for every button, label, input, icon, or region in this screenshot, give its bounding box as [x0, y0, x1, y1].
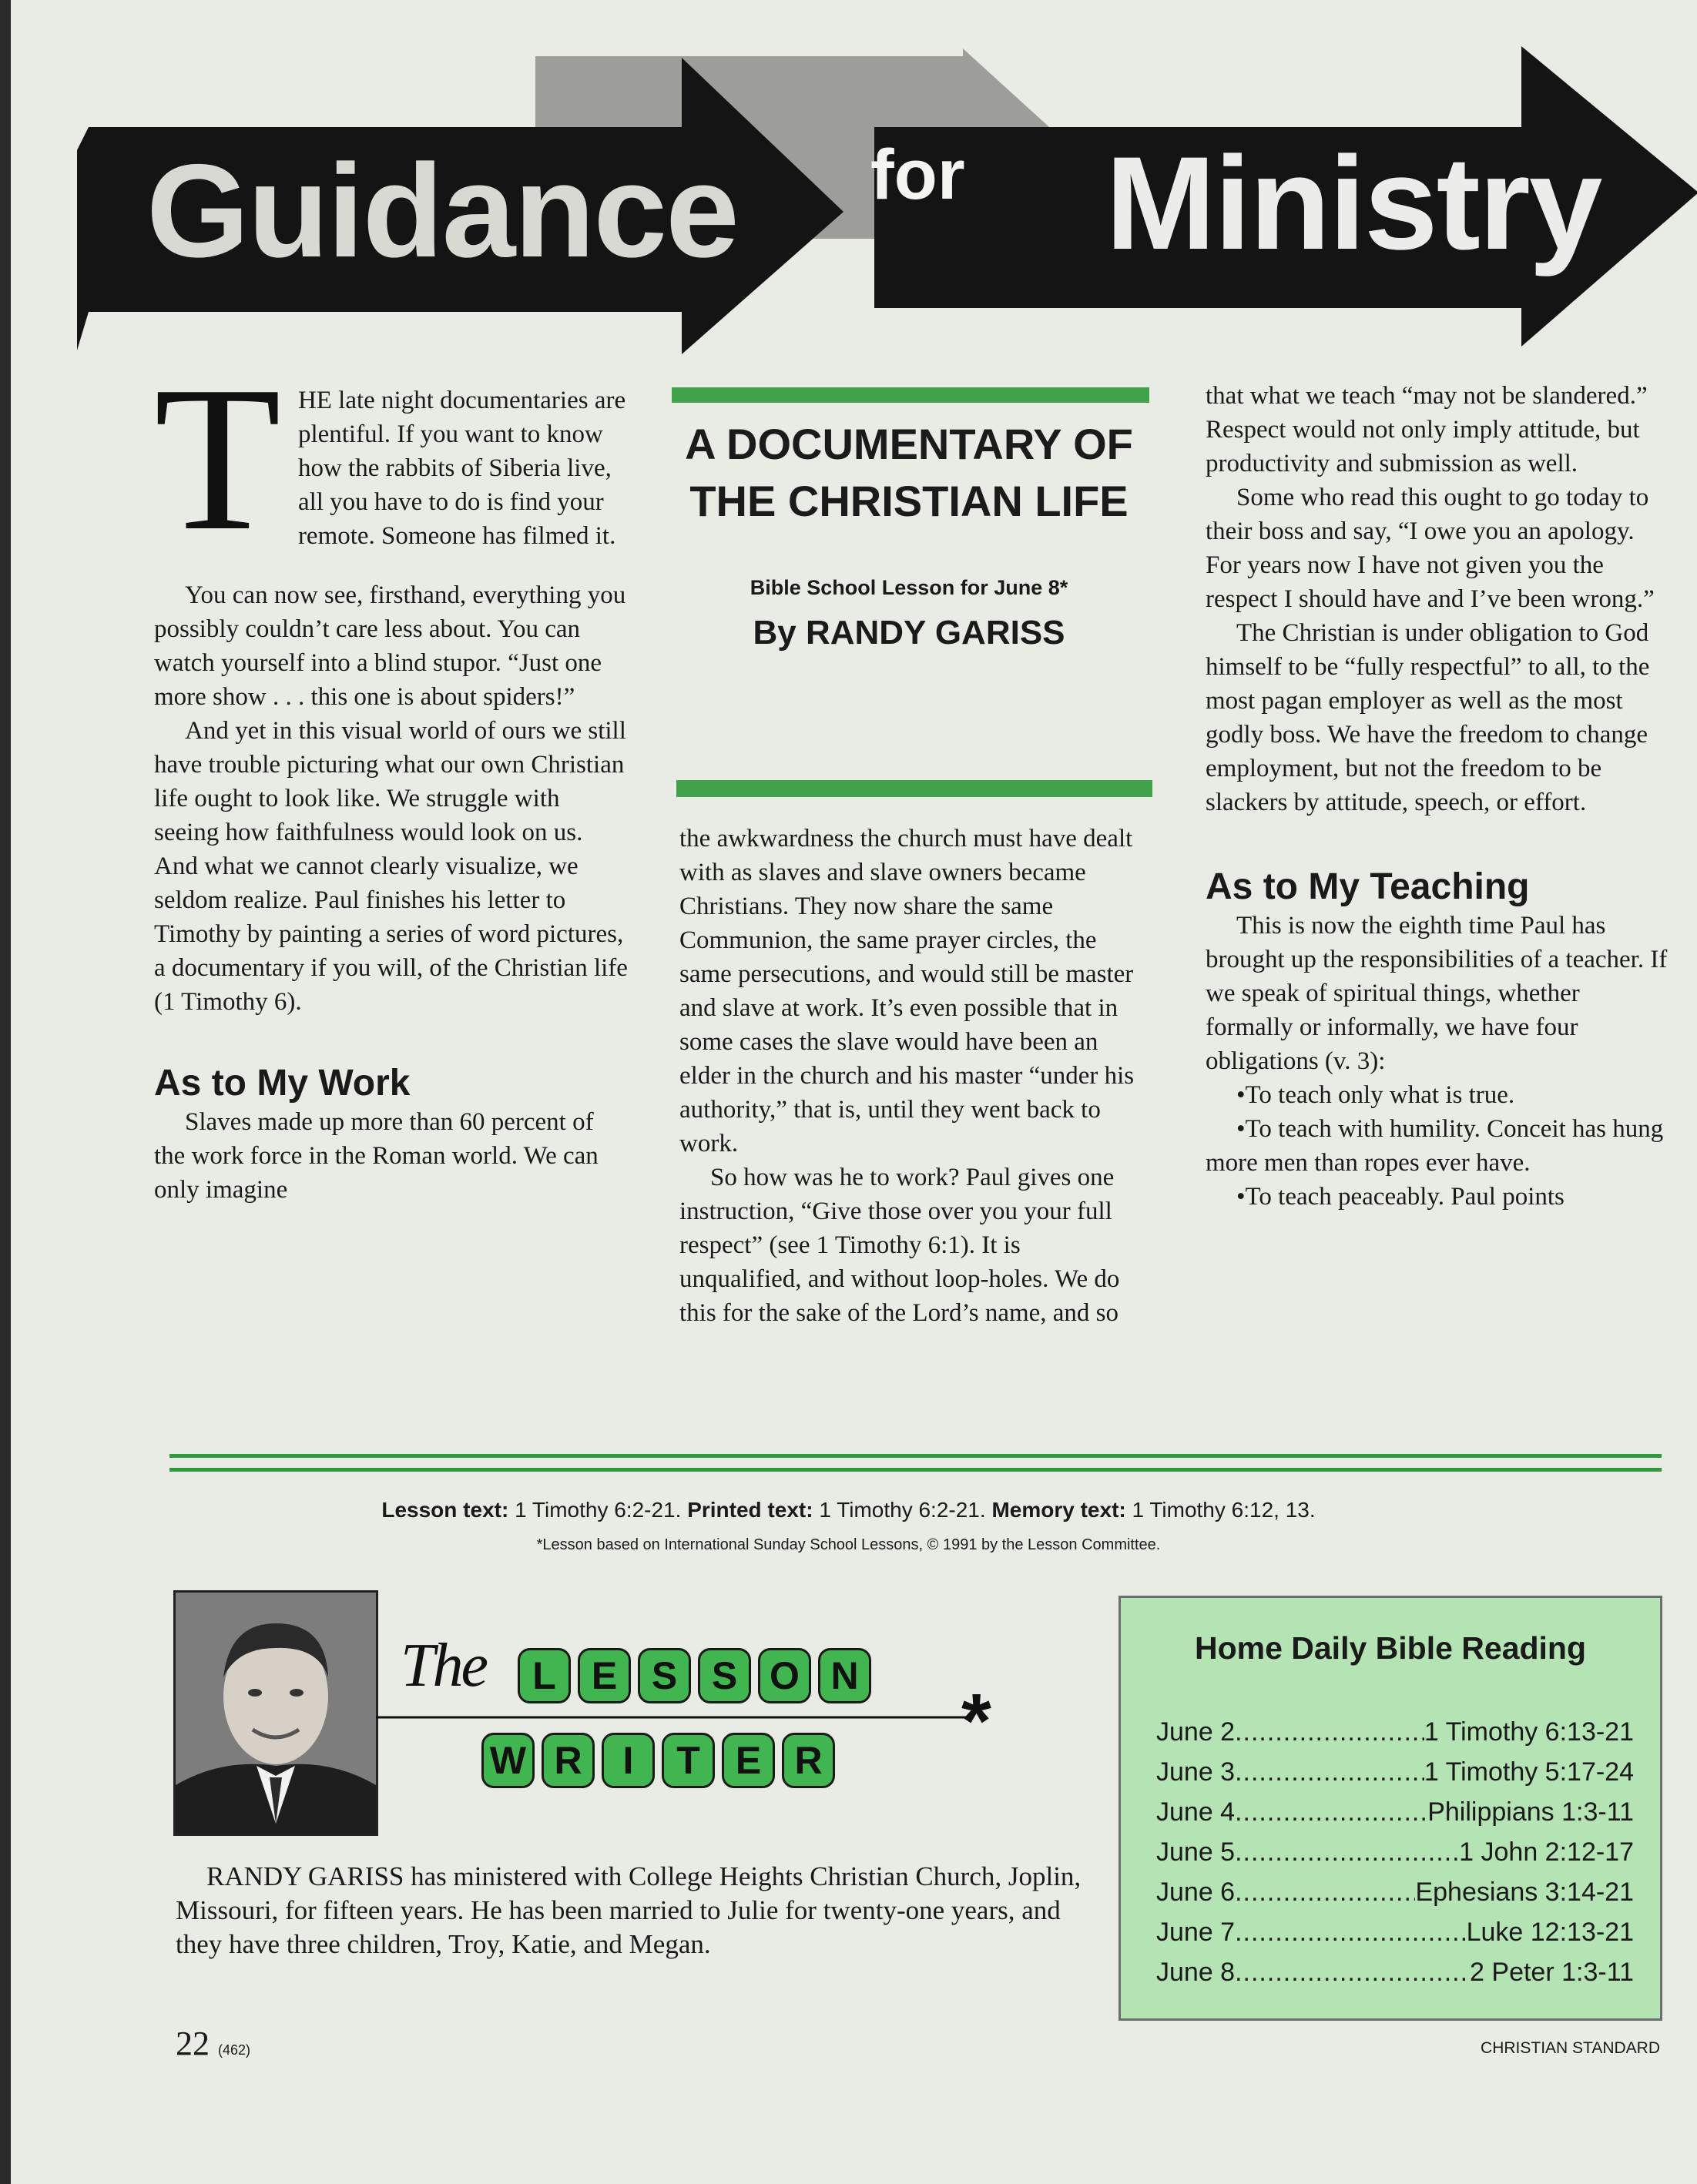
tile-s2: S — [698, 1648, 751, 1703]
lesson-text-line — [0, 1498, 1697, 1522]
memory-text-value: 1 Timothy 6:12, 13. — [1132, 1498, 1316, 1522]
title-bottom-bar — [676, 780, 1152, 797]
leader-dots — [1235, 1792, 1427, 1832]
byline: By RANDY GARISS — [753, 614, 1065, 652]
list-item — [1156, 1872, 1634, 1912]
col1-paragraph-1: HE late night documentaries are plentiful. If you want to know how the rabbits of Siberia live, all you have to do is find your remote. Someone has filmed it. — [297, 387, 626, 550]
divider-rule-bottom — [169, 1468, 1662, 1472]
banner-word-ministry: Ministry — [1105, 129, 1601, 277]
author-portrait-icon — [176, 1593, 376, 1834]
list-item — [1156, 1752, 1634, 1792]
list-item — [1156, 1832, 1634, 1872]
list-item — [1156, 1792, 1634, 1832]
col3-paragraph-4: This is now the eighth time Paul has brought up the responsibilities of a teacher. If we speak of spiritual things, whether formally or informally, we have four obligations (v. 3): — [1206, 912, 1668, 1075]
tile-w: W — [481, 1733, 535, 1788]
page-binding-edge — [0, 0, 11, 2184]
reading-ref: 1 Timothy 5:17-24 — [1424, 1757, 1634, 1787]
reading-ref: 1 John 2:12-17 — [1459, 1837, 1634, 1867]
leader-dots — [1235, 1752, 1424, 1792]
article-title-block — [670, 416, 1148, 652]
reading-date: June 8 — [1156, 1958, 1236, 1987]
col1-paragraph-4: Slaves made up more than 60 percent of the work force in the Roman world. We can only imagine — [154, 1108, 599, 1204]
leader-dots — [1235, 1952, 1470, 1992]
lesson-tiles-row — [518, 1648, 871, 1703]
reading-ref: Luke 12:13-21 — [1466, 1918, 1634, 1947]
tile-e2: E — [722, 1733, 775, 1788]
tile-r2: R — [782, 1733, 835, 1788]
bible-reading-title: Home Daily Bible Reading — [1194, 1630, 1587, 1666]
reading-date: June 4 — [1156, 1797, 1236, 1827]
reading-ref: Philippians 1:3-11 — [1427, 1797, 1634, 1827]
leader-dots — [1235, 1832, 1459, 1872]
leader-dots — [1235, 1912, 1467, 1952]
reading-ref: 2 Peter 1:3-11 — [1470, 1958, 1634, 1987]
col2-paragraph-2: So how was he to work? Paul gives one instruction, “Give those over you your full respect” (see 1 Timothy 6:1). It is unqualified, and without loop-holes. We do this for the sake of the Lord’s name, and so — [679, 1164, 1120, 1327]
reading-date: June 3 — [1156, 1757, 1236, 1787]
banner-word-for: for — [870, 136, 965, 214]
col3-bullet-3: •To teach peaceably. Paul points — [1236, 1183, 1565, 1211]
col3-paragraph-2: Some who read this ought to go today to their boss and say, “I owe you an apology. For years now I have not given you the respect I should have and I’ve been wrong.” — [1206, 484, 1655, 613]
banner-word-guidance: Guidance — [146, 137, 738, 285]
column-1 — [154, 384, 628, 1207]
lesson-writer-line — [376, 1713, 969, 1721]
list-item — [1156, 1912, 1634, 1952]
list-item — [1156, 1952, 1634, 1992]
tile-n: N — [818, 1648, 871, 1703]
article-title: A DOCUMENTARY OF THE CHRISTIAN LIFE — [685, 420, 1133, 525]
lesson-footnote: *Lesson based on International Sunday School Lessons, © 1991 by the Lesson Committee. — [536, 1536, 1161, 1553]
col2-paragraph-1: the awkwardness the church must have dealt with as slaves and slave owners became Christians. They now share the same Communion, the same prayer circles, the same persecutions, and would still be master and slave at work. It’s even possible that in some cases the slave would have been an elder in the church and his master “under his authority,” that is, until they went back to work. — [679, 825, 1135, 1157]
col1-paragraph-2: You can now see, firsthand, everything you possibly couldn’t care less about. You can watch yourself into a blind stupor. “Just one more show . . . this one is about spiders!” — [154, 581, 626, 711]
divider-rule-top — [169, 1454, 1662, 1458]
opening-paragraph — [154, 384, 628, 578]
printed-text-label: Printed text: — [687, 1498, 813, 1522]
lesson-writer-the: The — [401, 1632, 486, 1700]
writer-tiles-row — [481, 1733, 835, 1788]
col3-bullet-2: •To teach with humility. Conceit has hung more men than ropes ever have. — [1206, 1115, 1664, 1177]
heading-as-to-my-teaching: As to My Teaching — [1206, 866, 1530, 907]
title-top-bar — [672, 387, 1149, 403]
reading-date: June 6 — [1156, 1878, 1236, 1907]
col3-bullet-1: •To teach only what is true. — [1236, 1081, 1515, 1109]
bible-reading-box — [1118, 1596, 1662, 2021]
list-item — [1156, 1712, 1634, 1752]
leader-dots — [1235, 1872, 1415, 1912]
lesson-text-value: 1 Timothy 6:2-21. — [515, 1498, 682, 1522]
reading-ref: 1 Timothy 6:13-21 — [1424, 1717, 1634, 1747]
leader-dots — [1235, 1712, 1424, 1752]
author-bio-text: RANDY GARISS has ministered with College Heights Christian Church, Joplin, Missouri, for fifteen years. He has been married to Julie for twenty-one years, and they have three children, Troy, Katie, and Megan. — [176, 1861, 1082, 1959]
col3-paragraph-1: that what we teach “may not be slandered.” Respect would not only imply attitude, but productivity and submission as well. — [1206, 382, 1648, 477]
memory-text-label: Memory text: — [991, 1498, 1126, 1522]
asterisk-mark: * — [961, 1678, 991, 1764]
heading-as-to-my-work: As to My Work — [154, 1063, 411, 1104]
col1-paragraph-3: And yet in this visual world of ours we still have trouble picturing what our own Christian life ought to look like. We struggle with seeing how faithfulness would look on us. And what we cannot clearly visualize, we seldom realize. Paul finishes his letter to Timothy by painting a series of word pictures, a documentary if you will, of the Christian life (1 Timothy 6). — [154, 717, 628, 1016]
column-3 — [1206, 379, 1668, 1214]
page-number — [176, 2024, 250, 2063]
column-2 — [679, 822, 1145, 1330]
printed-text-value: 1 Timothy 6:2-21. — [819, 1498, 986, 1522]
tile-o: O — [758, 1648, 811, 1703]
lesson-text-label: Lesson text: — [381, 1498, 509, 1522]
tile-r1: R — [542, 1733, 595, 1788]
tile-s1: S — [638, 1648, 691, 1703]
page-number-alt: (462) — [218, 2042, 251, 2058]
lesson-date: Bible School Lesson for June 8* — [750, 576, 1068, 599]
reading-ref: Ephesians 3:14-21 — [1415, 1878, 1634, 1907]
tile-l: L — [518, 1648, 571, 1703]
reading-date: June 2 — [1156, 1717, 1236, 1747]
author-bio — [176, 1860, 1085, 1961]
col3-paragraph-3: The Christian is under obligation to God himself to be “fully respectful” to all, to the most pagan employer as well as the most godly boss. We have the freedom to change employment, but not the freedom to be slackers by attitude, speech, or effort. — [1206, 619, 1650, 816]
reading-date: June 5 — [1156, 1837, 1236, 1867]
reading-date: June 7 — [1156, 1918, 1236, 1947]
page-number-main: 22 — [176, 2025, 210, 2062]
author-photo — [173, 1590, 378, 1836]
drop-cap: T — [154, 384, 281, 574]
tile-i: I — [602, 1733, 655, 1788]
tile-e: E — [578, 1648, 631, 1703]
tile-t: T — [662, 1733, 715, 1788]
magazine-name: CHRISTIAN STANDARD — [1481, 2039, 1660, 2057]
bible-reading-list — [1156, 1712, 1634, 1992]
